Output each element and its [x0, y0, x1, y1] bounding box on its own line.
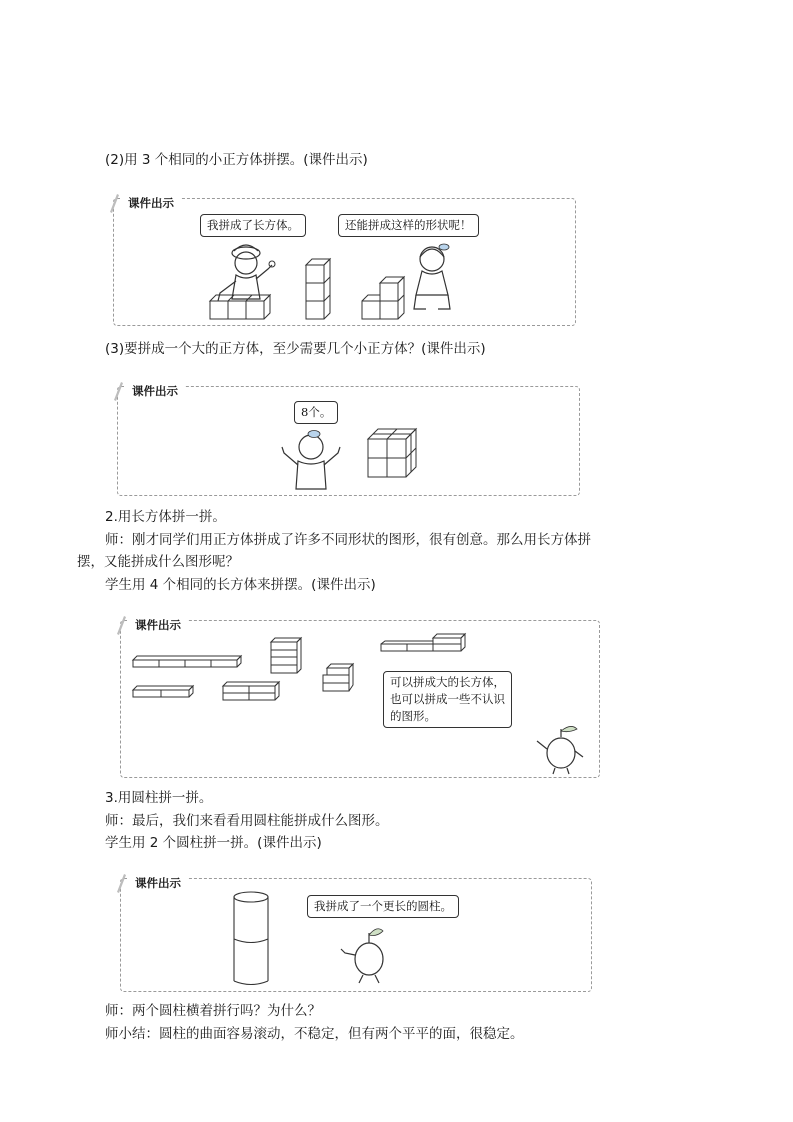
speech-bubble-girl: 8个。: [294, 401, 338, 424]
courseware-panel-1: [113, 198, 576, 326]
part2-heading: 2.用长方体拼一拼。: [105, 509, 226, 525]
four-cuboids-block: [221, 681, 281, 701]
speech-bubble-girl: 还能拼成这样的形状呢！: [338, 214, 479, 237]
four-cuboids-long-row: [131, 655, 243, 669]
courseware-tab: 课件出示: [126, 383, 184, 399]
tab-marker-icon: [108, 192, 120, 214]
tab-marker-icon: [115, 872, 127, 894]
teacher-line-3: 师：最后，我们来看看用圆柱能拼成什么图形。: [105, 813, 389, 829]
question-line: 师：两个圆柱横着拼行吗？为什么？: [105, 1003, 321, 1019]
courseware-panel-3: [120, 620, 600, 778]
three-cubes-l-shape: [360, 275, 406, 321]
three-cubes-stack: [304, 257, 332, 321]
speech-bubble-boy: 我拼成了长方体。: [200, 214, 306, 237]
four-cuboids-staircase: [321, 663, 355, 693]
bubble-line: 也可以拼成一些不认识: [390, 692, 505, 706]
pear-mascot-illustration: [339, 919, 395, 985]
part3-heading: 3.用圆柱拼一拼。: [105, 790, 213, 806]
girl-illustration: [404, 237, 460, 319]
eight-cube-big-cube: [366, 427, 418, 479]
student-line-1: 学生用 4 个相同的长方体来拼摆。(课件出示): [105, 577, 376, 593]
tab-marker-icon: [112, 380, 124, 402]
pear-mascot-illustration: [531, 719, 587, 775]
teacher-line-2: 摆，又能拼成什么图形呢？: [77, 554, 239, 570]
courseware-panel-2: [117, 386, 580, 496]
courseware-tab: 课件出示: [129, 875, 187, 891]
girl-illustration: [278, 425, 344, 491]
four-cuboids-stack: [269, 637, 303, 675]
summary-line: 师小结：圆柱的曲面容易滚动，不稳定，但有两个平平的面，很稳定。: [105, 1026, 524, 1042]
teacher-line-1: 师：刚才同学们用正方体拼成了许多不同形状的图形，很有创意。那么用长方体拼: [105, 532, 591, 548]
three-cubes-row: [208, 293, 272, 321]
tab-marker-icon: [115, 614, 127, 636]
courseware-panel-4: [120, 878, 592, 992]
four-cuboids-two-by-two: [131, 685, 195, 699]
bubble-line: 可以拼成大的长方体，: [390, 675, 505, 689]
speech-bubble-mascot: 我拼成了一个更长的圆柱。: [307, 895, 459, 918]
courseware-tab: 课件出示: [129, 617, 187, 633]
section2-intro: (2)用 3 个相同的小正方体拼摆。(课件出示): [105, 152, 368, 168]
courseware-tab: 课件出示: [122, 195, 180, 211]
student-line-2: 学生用 2 个圆柱拼一拼。(课件出示): [105, 835, 322, 851]
four-cuboids-l-shape: [379, 633, 467, 653]
bubble-line: 的图形。: [390, 709, 436, 723]
section3-intro: (3)要拼成一个大的正方体，至少需要几个小正方体？(课件出示): [105, 341, 486, 357]
two-cylinders-stacked: [231, 889, 271, 989]
speech-bubble-mascot: [383, 671, 512, 728]
